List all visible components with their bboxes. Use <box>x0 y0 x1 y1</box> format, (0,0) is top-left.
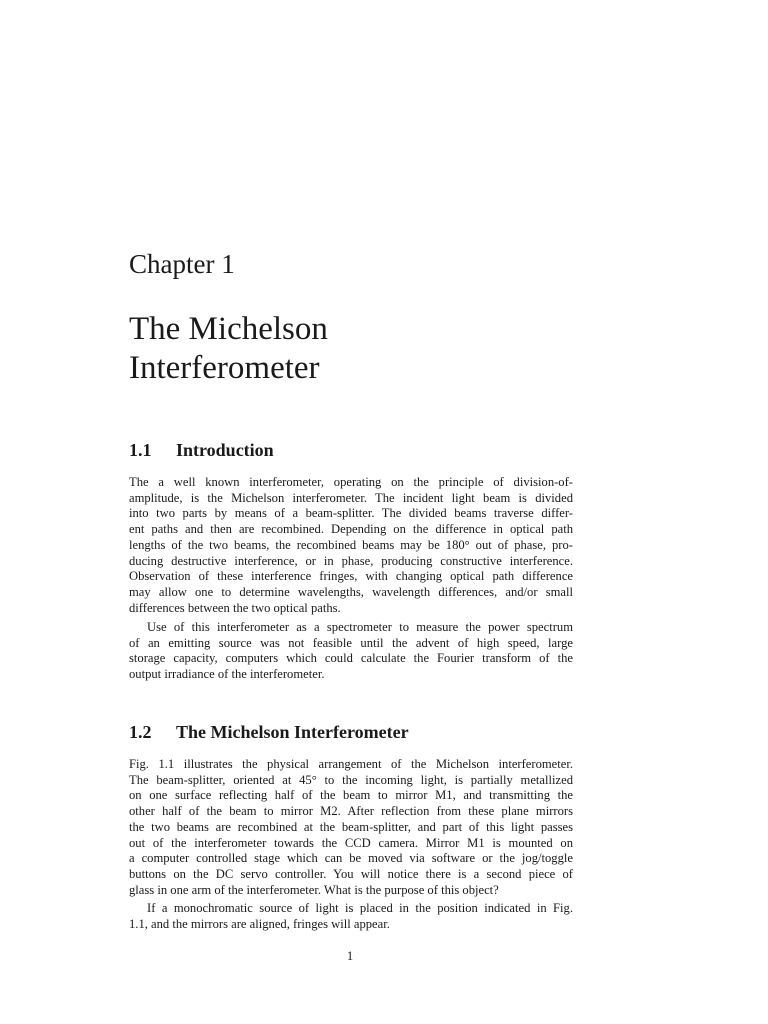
text-line: Use of this interferometer as a spectrometer to measure the power spectrum <box>147 620 573 634</box>
text-line: lengths of the two beams, the recombined beams may be 180° out of phase, pro- <box>129 537 573 552</box>
text-line: The beam-splitter, oriented at 45° to the incoming light, is partially metallized <box>129 772 573 787</box>
section-heading-introduction <box>129 439 274 461</box>
text-line: of an emitting source was not feasible until the advent of high speed, large <box>129 635 573 650</box>
text-line: storage capacity, computers which could calculate the Fourier transform of the <box>129 651 573 666</box>
text-line: Observation of these interference fringes, with changing optical path difference <box>129 569 573 584</box>
page-number: 1 <box>346 949 354 963</box>
paragraph <box>129 757 573 898</box>
section-title: Introduction <box>176 440 274 460</box>
text-line: If a monochromatic source of light is placed in the position indicated in Fig. <box>147 901 573 915</box>
text-line: may allow one to determine wavelengths, wavelength differences, and/or small <box>129 584 573 599</box>
paragraph <box>129 901 573 932</box>
text-line: Fig. 1.1 illustrates the physical arrangement of the Michelson interferometer. <box>129 757 573 771</box>
chapter-label: Chapter 1 <box>129 249 235 279</box>
text-line: amplitude, is the Michelson interferometer. The incident light beam is divided <box>129 490 573 505</box>
text-line: other half of the beam to mirror M2. After reflection from these plane mirrors <box>129 804 573 819</box>
chapter-title <box>129 310 579 388</box>
chapter-title-line: The Michelson <box>129 311 328 347</box>
section-number: 1.2 <box>129 722 152 742</box>
text-line: the two beams are recombined at the beam-splitter, and part of this light passes <box>129 819 573 834</box>
text-line: output irradiance of the interferometer. <box>129 667 325 682</box>
section-number: 1.1 <box>129 440 152 460</box>
text-line: ent paths and then are recombined. Depending on the difference in optical path <box>129 522 573 537</box>
text-line: The a well known interferometer, operating on the principle of division-of- <box>129 475 573 489</box>
text-line: ducing destructive interference, or in phase, producing constructive interference. <box>129 553 573 568</box>
text-line: 1.1, and the mirrors are aligned, fringes will appear. <box>129 916 390 931</box>
text-line: a computer controlled stage which can be moved via software or the jog/toggle <box>129 851 573 866</box>
text-line: on one surface reflecting half of the beam to mirror M1, and transmitting the <box>129 788 573 803</box>
chapter-title-line: Interferometer <box>129 350 320 386</box>
text-line: out of the interferometer towards the CCD camera. Mirror M1 is mounted on <box>129 835 573 850</box>
paragraph <box>129 620 573 683</box>
paragraph <box>129 475 573 616</box>
section-heading-michelson <box>129 721 409 743</box>
text-line: differences between the two optical paths. <box>129 600 341 615</box>
text-line: glass in one arm of the interferometer. What is the purpose of this object? <box>129 882 499 897</box>
section-title: The Michelson Interferometer <box>176 722 409 742</box>
text-line: into two parts by means of a beam-splitter. The divided beams traverse differ- <box>129 506 573 521</box>
text-line: buttons on the DC servo controller. You will notice there is a second piece of <box>129 866 573 881</box>
